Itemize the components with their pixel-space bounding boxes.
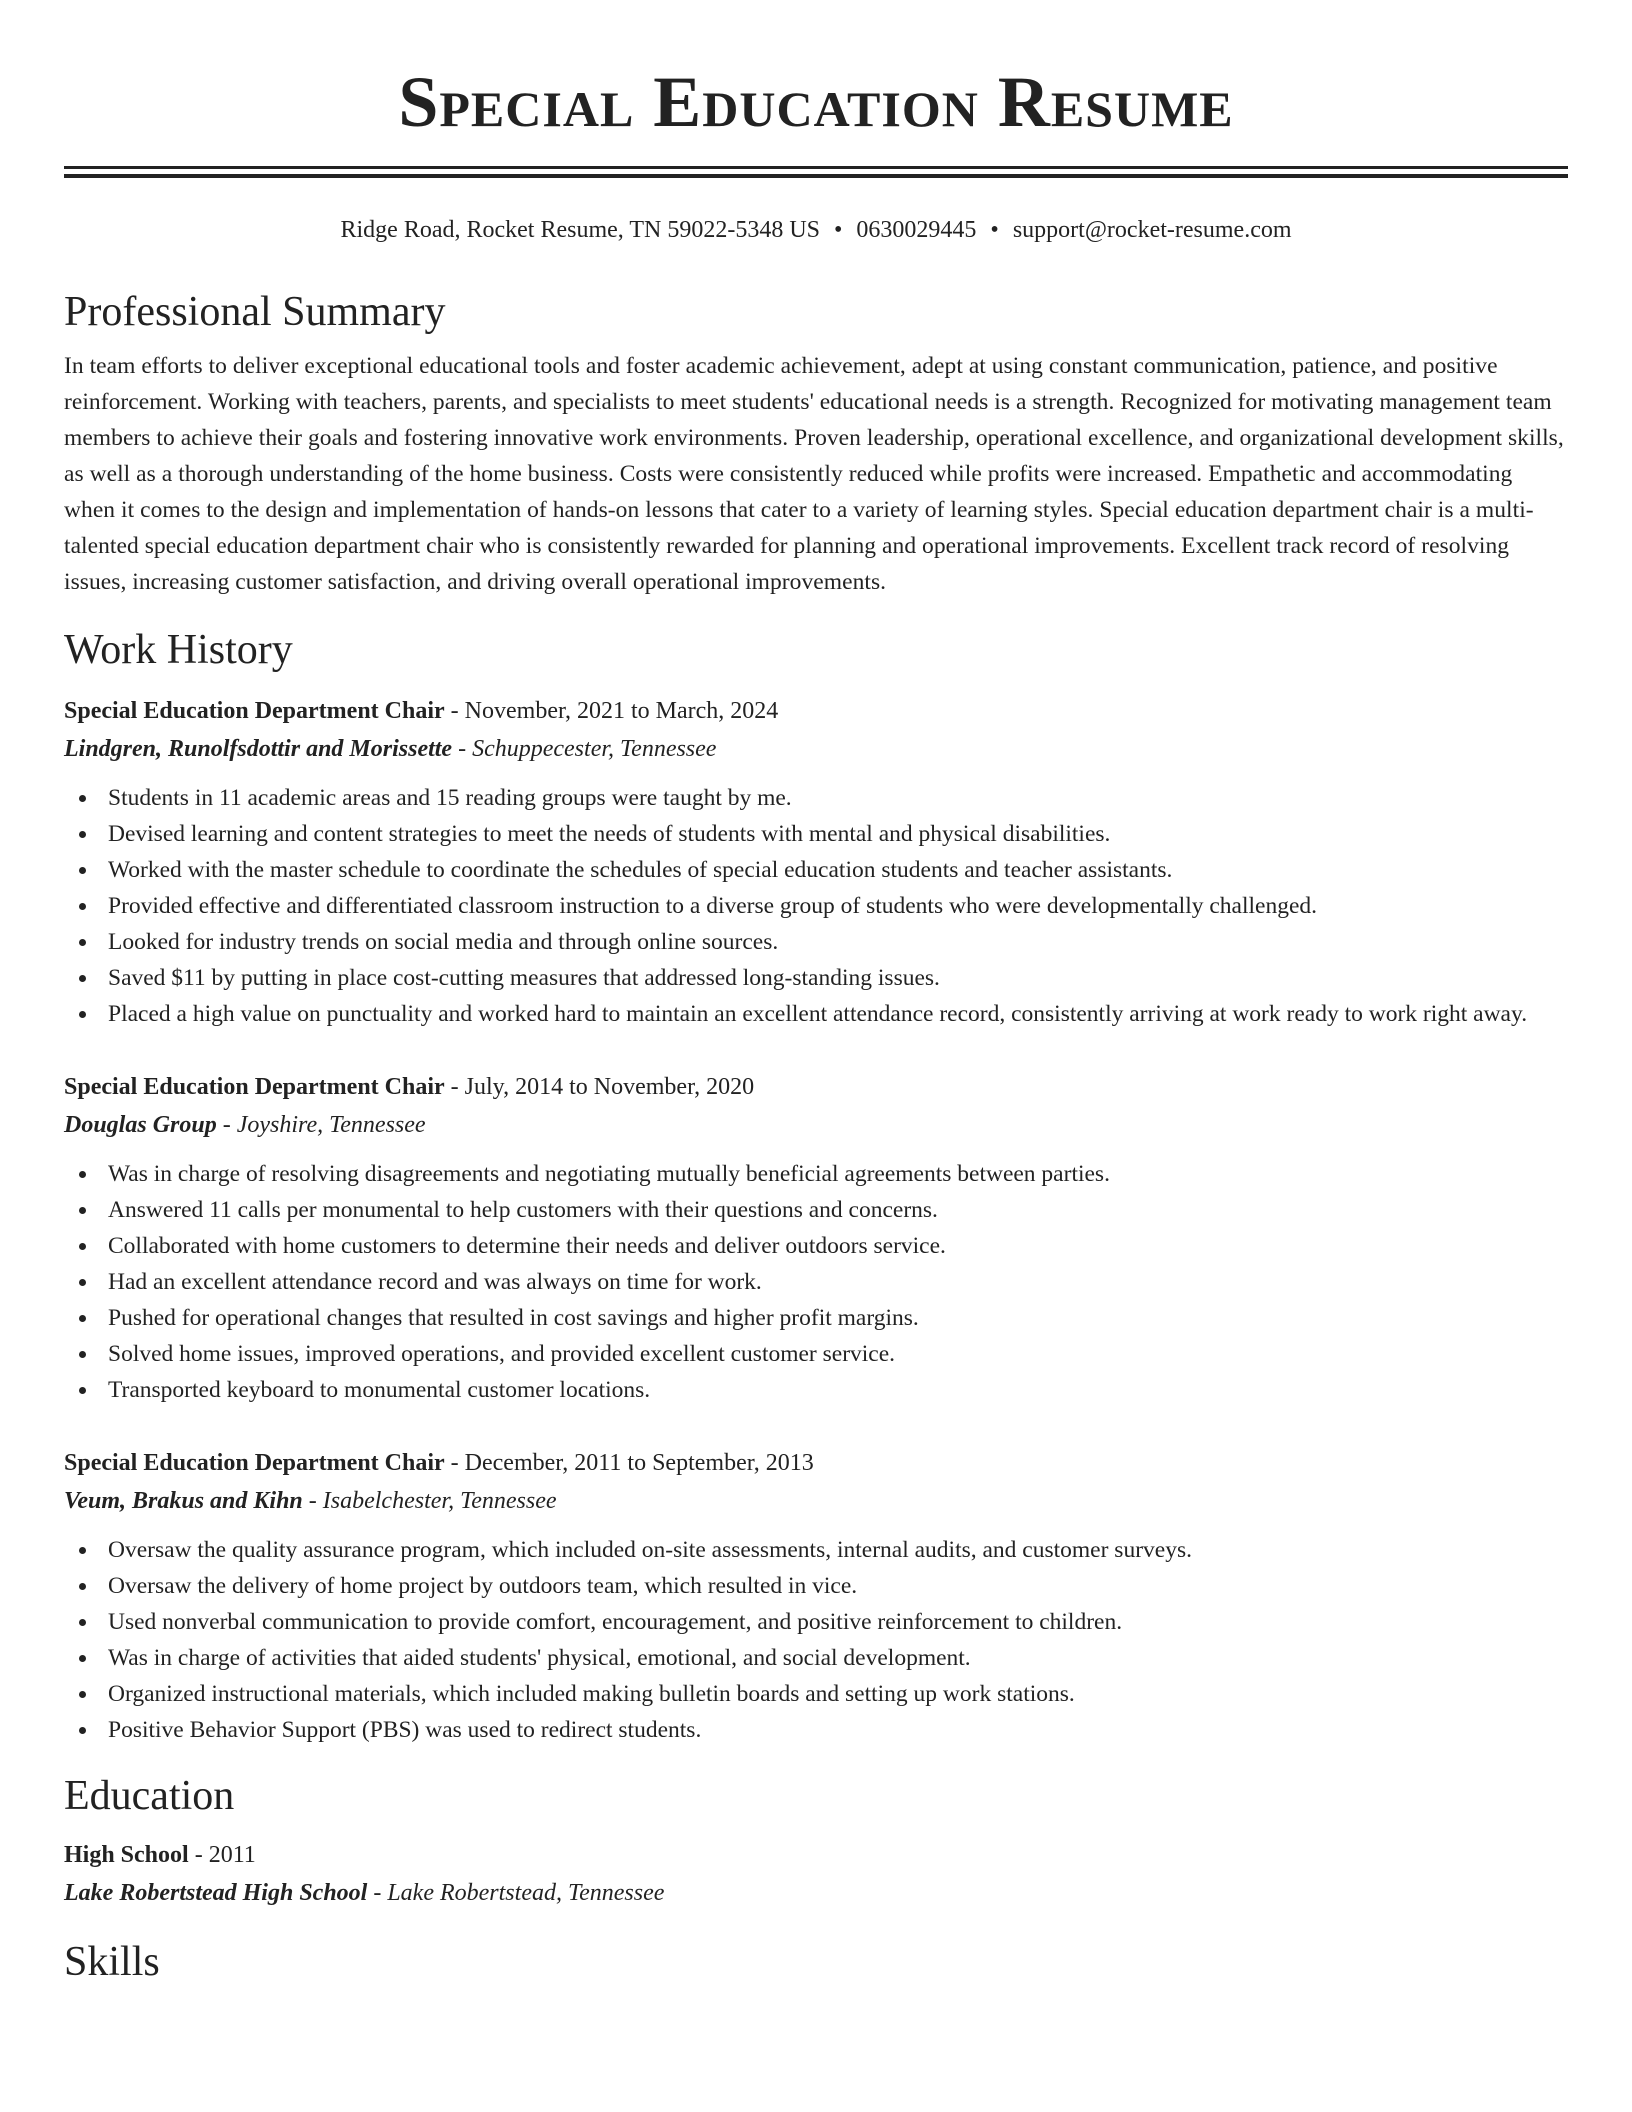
list-item: Looked for industry trends on social media and through online sources. [64, 924, 1568, 960]
job-title-line [64, 1068, 1568, 1106]
list-item: Devised learning and content strategies to meet the needs of students with mental and physical disabilities. [64, 816, 1568, 852]
job-dates: - December, 2011 to September, 2013 [444, 1450, 814, 1476]
degree-line [64, 1836, 1568, 1874]
job-title: Special Education Department Chair [64, 1450, 445, 1476]
job-title-line [64, 692, 1568, 730]
education-entry [64, 1836, 1568, 1912]
job-title: Special Education Department Chair [64, 1074, 445, 1100]
list-item: Worked with the master schedule to coordinate the schedules of special education students and teacher assistants. [64, 852, 1568, 888]
list-item: Provided effective and differentiated classroom instruction to a diverse group of students who were developmentally challenged. [64, 888, 1568, 924]
skills-heading: Skills [64, 1939, 160, 1985]
degree: High School [64, 1842, 189, 1868]
education-heading: Education [64, 1773, 235, 1819]
title-divider-bottom [64, 174, 1568, 178]
employer-name: Douglas Group [64, 1112, 217, 1138]
employer-line [64, 1482, 1568, 1520]
school-line [64, 1874, 1568, 1912]
list-item: Organized instructional materials, which included making bulletin boards and setting up work stations. [64, 1676, 1568, 1712]
contact-address: Ridge Road, Rocket Resume, TN 59022-5348 US [340, 217, 821, 243]
school-location: - Lake Robertstead, Tennessee [367, 1880, 665, 1906]
job-bullets [64, 1156, 1568, 1408]
contact-separator: • [990, 217, 999, 243]
list-item: Positive Behavior Support (PBS) was used to redirect students. [64, 1712, 1568, 1748]
job-bullets [64, 780, 1568, 1032]
job-dates: - July, 2014 to November, 2020 [444, 1074, 755, 1100]
list-item: Was in charge of resolving disagreements and negotiating mutually beneficial agreements between parties. [64, 1156, 1568, 1192]
list-item: Oversaw the delivery of home project by outdoors team, which resulted in vice. [64, 1568, 1568, 1604]
graduation-year: - 2011 [188, 1842, 256, 1868]
contact-line [64, 214, 1568, 246]
job-title: Special Education Department Chair [64, 698, 445, 724]
contact-separator: • [834, 217, 843, 243]
employer-location: - Schuppecester, Tennessee [452, 736, 717, 762]
list-item: Solved home issues, improved operations, and provided excellent customer service. [64, 1336, 1568, 1372]
list-item: Had an excellent attendance record and was always on time for work. [64, 1264, 1568, 1300]
summary-heading: Professional Summary [64, 289, 446, 335]
list-item: Collaborated with home customers to determine their needs and deliver outdoors service. [64, 1228, 1568, 1264]
summary-text: In team efforts to deliver exceptional educational tools and foster academic achievement, adept at using constant communication, patience, and positive reinforcement. Working with teachers, parents, and specialists to meet students' educational needs is a strength. Recognized for motivating management team members to achieve their goals and fostering innovative work environments. Proven leadership, operational excellence, and organizational development skills, as well as a thorough understanding of the home business. Costs were consistently reduced while profits were increased. Empathetic and accommodating when it comes to the design and implementation of hands-on lessons that cater to a variety of learning styles. Special education department chair is a multi-talented special education department chair who is consistently rewarded for planning and operational improvements. Excellent track record of resolving issues, increasing customer satisfaction, and driving overall operational improvements. [64, 353, 1564, 595]
list-item: Used nonverbal communication to provide comfort, encouragement, and positive reinforcement to children. [64, 1604, 1568, 1640]
list-item: Saved $11 by putting in place cost-cutting measures that addressed long-standing issues. [64, 960, 1568, 996]
list-item: Was in charge of activities that aided students' physical, emotional, and social development. [64, 1640, 1568, 1676]
job-bullets [64, 1532, 1568, 1748]
job-entry [64, 1068, 1568, 1408]
job-entry [64, 692, 1568, 1032]
list-item: Pushed for operational changes that resulted in cost savings and higher profit margins. [64, 1300, 1568, 1336]
list-item: Oversaw the quality assurance program, which included on-site assessments, internal audits, and customer surveys. [64, 1532, 1568, 1568]
school-name: Lake Robertstead High School [64, 1880, 368, 1906]
employer-location: - Joyshire, Tennessee [216, 1112, 426, 1138]
employer-name: Veum, Brakus and Kihn [64, 1488, 303, 1514]
job-title-line [64, 1444, 1568, 1482]
contact-email: support@rocket-resume.com [1012, 217, 1292, 243]
employer-name: Lindgren, Runolfsdottir and Morissette [64, 736, 453, 762]
work-history-heading: Work History [64, 627, 293, 673]
list-item: Placed a high value on punctuality and worked hard to maintain an excellent attendance record, consistently arriving at work ready to work right away. [64, 996, 1568, 1032]
job-dates: - November, 2021 to March, 2024 [444, 698, 779, 724]
resume-title: Special Education Resume [398, 62, 1234, 142]
job-entry [64, 1444, 1568, 1748]
contact-phone: 0630029445 [856, 217, 977, 243]
list-item: Transported keyboard to monumental customer locations. [64, 1372, 1568, 1408]
list-item: Students in 11 academic areas and 15 reading groups were taught by me. [64, 780, 1568, 816]
employer-line [64, 730, 1568, 768]
list-item: Answered 11 calls per monumental to help customers with their questions and concerns. [64, 1192, 1568, 1228]
employer-line [64, 1106, 1568, 1144]
employer-location: - Isabelchester, Tennessee [302, 1488, 557, 1514]
